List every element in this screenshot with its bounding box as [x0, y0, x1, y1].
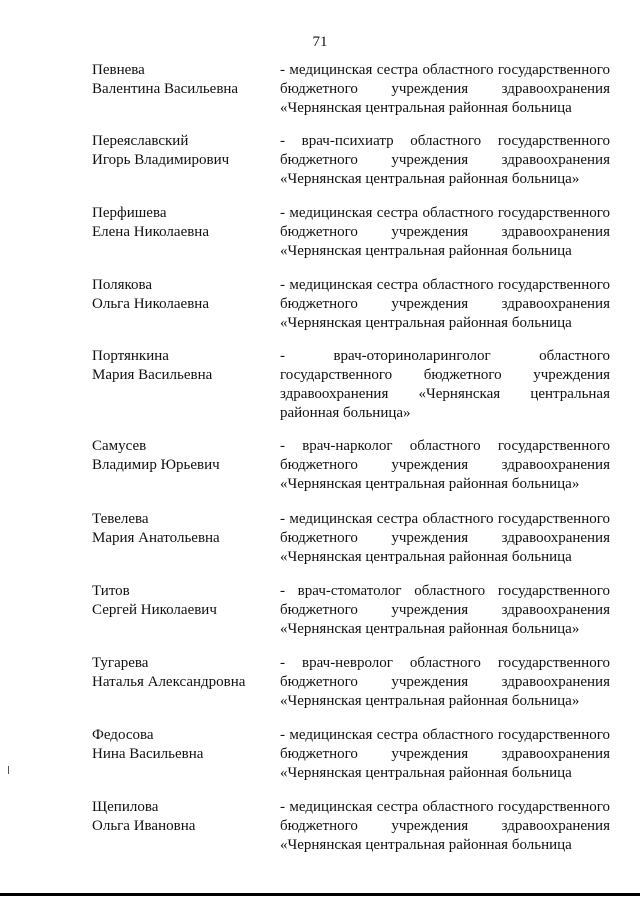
description-line: бюджетного учреждения здравоохранения: [280, 457, 610, 473]
position-description: [280, 61, 610, 118]
position-description: [280, 798, 610, 855]
description-line: государственного бюджетного учреждения: [280, 367, 610, 383]
surname: Федосова: [92, 727, 154, 743]
person-name: [92, 347, 272, 385]
scan-bottom-edge: [0, 893, 640, 896]
description-line: бюджетного учреждения здравоохранения: [280, 81, 610, 97]
person-name: [92, 276, 272, 314]
description-line: - врач-оториноларинголог областного: [280, 348, 610, 364]
given-names: Елена Николаевна: [92, 224, 209, 240]
given-names: Сергей Николаевич: [92, 602, 217, 618]
description-line: «Чернянская центральная районная больница»: [280, 476, 580, 492]
person-name: [92, 798, 272, 836]
description-line: - медицинская сестра областного государственного: [280, 277, 610, 293]
position-description: [280, 132, 610, 189]
surname: Перфишева: [92, 205, 167, 221]
position-description: [280, 654, 610, 711]
description-line: - медицинская сестра областного государственного: [280, 511, 610, 527]
description-line: бюджетного учреждения здравоохранения: [280, 602, 610, 618]
description-line: районная больница»: [280, 405, 411, 421]
position-description: [280, 726, 610, 783]
person-name: [92, 61, 272, 99]
description-line: «Чернянская центральная районная больница»: [280, 621, 580, 637]
given-names: Нина Васильевна: [92, 746, 204, 762]
description-line: - врач-стоматолог областного государственного: [280, 583, 610, 599]
given-names: Мария Анатольевна: [92, 530, 220, 546]
position-description: [280, 510, 610, 567]
description-line: «Чернянская центральная районная больница: [280, 100, 572, 116]
description-line: «Чернянская центральная районная больница»: [280, 171, 580, 187]
given-names: Владимир Юрьевич: [92, 457, 220, 473]
surname: Титов: [92, 583, 130, 599]
surname: Тевелева: [92, 511, 149, 527]
person-name: [92, 654, 272, 692]
description-line: бюджетного учреждения здравоохранения: [280, 818, 610, 834]
given-names: Ольга Николаевна: [92, 296, 209, 312]
description-line: «Чернянская центральная районная больница: [280, 549, 572, 565]
description-line: - медицинская сестра областного государственного: [280, 799, 610, 815]
description-line: бюджетного учреждения здравоохранения: [280, 296, 610, 312]
person-name: [92, 510, 272, 548]
description-line: «Чернянская центральная районная больница: [280, 765, 572, 781]
description-line: - медицинская сестра областного государственного: [280, 205, 610, 221]
description-line: здравоохранения «Чернянская центральная: [280, 386, 610, 402]
surname: Самусев: [92, 438, 147, 454]
position-description: [280, 204, 610, 261]
description-line: бюджетного учреждения здравоохранения: [280, 152, 610, 168]
position-description: [280, 582, 610, 639]
position-description: [280, 276, 610, 333]
person-name: [92, 132, 272, 170]
description-line: бюджетного учреждения здравоохранения: [280, 224, 610, 240]
description-line: бюджетного учреждения здравоохранения: [280, 530, 610, 546]
description-line: бюджетного учреждения здравоохранения: [280, 746, 610, 762]
person-name: [92, 582, 272, 620]
page-number: 71: [312, 34, 328, 50]
surname: Полякова: [92, 277, 153, 293]
surname: Щепилова: [92, 799, 159, 815]
scan-margin-mark: [8, 766, 9, 774]
surname: Переяславский: [92, 133, 189, 149]
given-names: Наталья Александровна: [92, 674, 246, 690]
position-description: [280, 437, 610, 494]
person-name: [92, 726, 272, 764]
description-line: - врач-невролог областного государственного: [280, 655, 610, 671]
given-names: Валентина Васильевна: [92, 81, 239, 97]
given-names: Мария Васильевна: [92, 367, 213, 383]
given-names: Игорь Владимирович: [92, 152, 230, 168]
description-line: «Чернянская центральная районная больница: [280, 837, 572, 853]
description-line: - врач-психиатр областного государственного: [280, 133, 610, 149]
person-name: [92, 204, 272, 242]
description-line: «Чернянская центральная районная больница: [280, 243, 572, 259]
description-line: - врач-нарколог областного государственного: [280, 438, 610, 454]
surname: Певнева: [92, 62, 145, 78]
position-description: [280, 347, 610, 423]
description-line: - медицинская сестра областного государственного: [280, 727, 610, 743]
description-line: «Чернянская центральная районная больница: [280, 315, 572, 331]
description-line: - медицинская сестра областного государственного: [280, 62, 610, 78]
surname: Портянкина: [92, 348, 169, 364]
given-names: Ольга Ивановна: [92, 818, 196, 834]
person-name: [92, 437, 272, 475]
description-line: бюджетного учреждения здравоохранения: [280, 674, 610, 690]
description-line: «Чернянская центральная районная больница»: [280, 693, 580, 709]
surname: Тугарева: [92, 655, 149, 671]
